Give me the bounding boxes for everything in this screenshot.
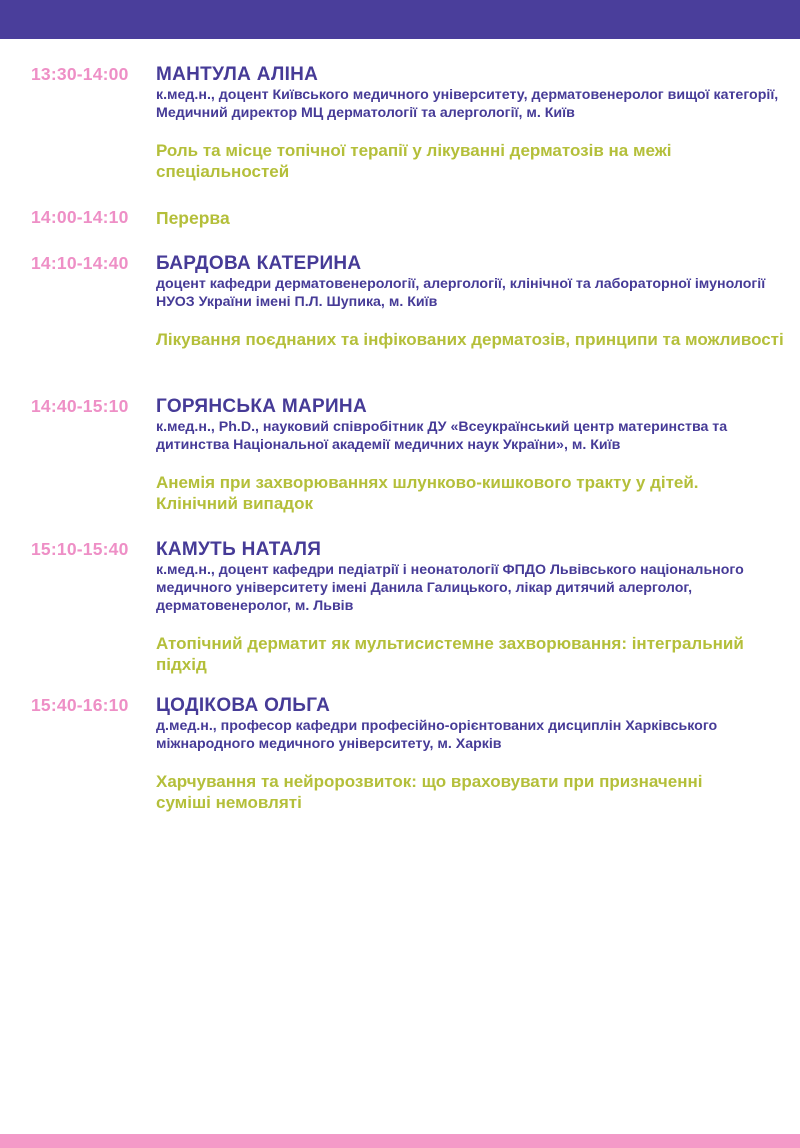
speaker-affiliation: к.мед.н., доцент Київського медичного університету, дерматовенеролог вищої категорії, Медичний директор МЦ дерматології та алергології, м. Київ xyxy=(156,87,779,121)
session-content xyxy=(156,253,792,350)
session-time: 14:10-14:40 xyxy=(31,253,129,273)
speaker-affiliation: д.мед.н., професор кафедри професійно-орієнтованих дисциплін Харківського міжнародного медичного університету, м. Харків xyxy=(156,718,718,752)
session-content xyxy=(156,396,792,514)
session-time: 14:00-14:10 xyxy=(31,207,129,227)
session-time: 13:30-14:00 xyxy=(31,64,129,84)
speaker-name: БАРДОВА КАТЕРИНА xyxy=(156,253,362,274)
session-time: 15:40-16:10 xyxy=(31,695,129,715)
speaker-name: ГОРЯНСЬКА МАРИНА xyxy=(156,396,367,417)
session-content xyxy=(156,695,792,813)
session-time: 14:40-15:10 xyxy=(31,396,129,416)
talk-title: Атопічний дерматит як мультисистемне захворювання: інтегральний підхід xyxy=(156,634,744,674)
speaker-name: КАМУТЬ НАТАЛЯ xyxy=(156,539,322,560)
session-content xyxy=(156,207,792,229)
session-content xyxy=(156,539,792,675)
speaker-name: МАНТУЛА АЛІНА xyxy=(156,64,319,85)
speaker-affiliation: к.мед.н., доцент кафедри педіатрії і неонатології ФПДО Львівського національного медичного університету імені Данила Галицького, лікар дитячий алерголог, дерматовенеролог, м. Львів xyxy=(156,562,744,614)
session-content xyxy=(156,64,792,182)
speaker-affiliation: доцент кафедри дерматовенерології, алергології, клінічної та лабораторної імунології НУОЗ України імені П.Л. Шупика, м. Київ xyxy=(156,276,766,310)
talk-title: Роль та місце топічної терапії у лікуванні дерматозів на межі спеціальностей xyxy=(156,141,672,181)
speaker-affiliation: к.мед.н., Ph.D., науковий співробітник ДУ «Всеукраїнський центр материнства та дитинства Національної академії медичних наук України», м. Київ xyxy=(156,419,728,453)
talk-title: Харчування та нейророзвиток: що враховувати при призначенні суміші немовляті xyxy=(156,772,703,812)
break-label: Перерва xyxy=(156,208,230,228)
footer-bar xyxy=(0,1134,800,1148)
talk-title: Анемія при захворюваннях шлунково-кишкового тракту у дітей. Клінічний випадок xyxy=(156,473,699,513)
session-time: 15:10-15:40 xyxy=(31,539,129,559)
header-bar xyxy=(0,0,800,39)
speaker-name: ЦОДІКОВА ОЛЬГА xyxy=(156,695,331,716)
talk-title: Лікування поєднаних та інфікованих дерматозів, принципи та можливості xyxy=(156,330,784,349)
